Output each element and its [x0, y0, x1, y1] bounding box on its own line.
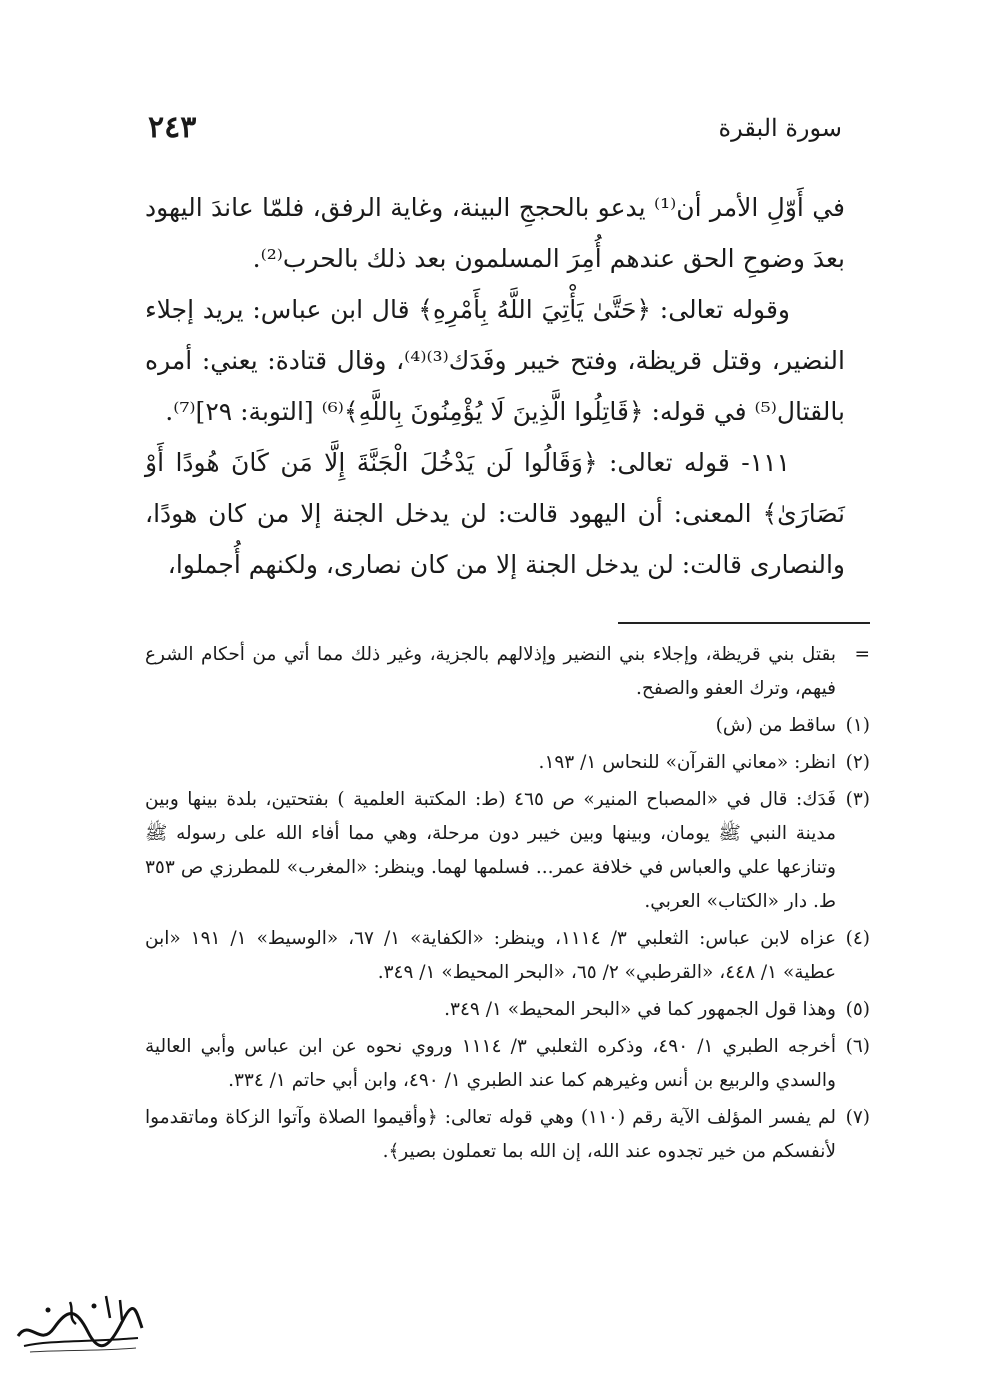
footnote	[145, 638, 870, 706]
footnote-number: (٤)	[845, 928, 870, 949]
running-title: سورة البقرة	[718, 114, 842, 142]
footnote-number: =	[854, 644, 870, 665]
main-text	[145, 182, 845, 590]
page-number: ٢٤٣	[148, 110, 197, 145]
paragraph: وقوله تعالى: ﴿حَتَّىٰ يَأْتِيَ اللَّهُ بِأَمْرِهِ﴾ قال ابن عباس: يريد إجلاء النضير، وقتل قريظة، وفتح خيبر وفَدَك⁽³⁾⁽⁴⁾، وقال قتادة: يعني: أمره بالقتال⁽⁵⁾ في قوله: ﴿قَاتِلُوا الَّذِينَ لَا يُؤْمِنُونَ بِاللَّهِ﴾⁽⁶⁾ [التوبة: ٢٩]⁽⁷⁾.	[145, 295, 845, 426]
footnote-text: أخرجه الطبري ١/ ٤٩٠، وذكره الثعلبي ٣/ ١١١٤ وروي نحوه عن ابن عباس وأبي العالية والسدي والربيع بن أنس وغيرهم كما عند الطبري ١/ ٤٩٠، وابن أبي حاتم ١/ ٣٣٤.	[145, 1036, 837, 1091]
footnote-number: (٧)	[845, 1107, 870, 1128]
paragraph: ١١١- قوله تعالى: ﴿وَقَالُوا لَن يَدْخُلَ الْجَنَّةَ إِلَّا مَن كَانَ هُودًا أَوْ نَصَارَىٰ﴾ المعنى: أن اليهود قالت: لن يدخل الجنة إلا من كان هودًا، والنصارى قالت: لن يدخل الجنة إلا من كان نصارى، ولكنهم أُجملوا،	[145, 448, 845, 579]
footnotes	[145, 638, 870, 1172]
footnote	[145, 993, 870, 1027]
footnote-separator	[618, 622, 870, 624]
footnote-number: (٥)	[845, 999, 870, 1020]
footnote-number: (٦)	[845, 1036, 870, 1057]
footnote	[145, 922, 870, 990]
footnote-text: ساقط من (ش)	[715, 715, 836, 736]
footnote	[145, 783, 870, 919]
page-header	[148, 112, 842, 152]
footnote-text: عزاه لابن عباس: الثعلبي ٣/ ١١١٤، وينظر: «الكفاية» ١/ ٦٧، «الوسيط» ١/ ١٩١ «ابن عطية» ١/ ٤٤٨، «القرطبي» ٢/ ٦٥، «البحر المحيط» ١/ ٣٤٩.	[145, 928, 836, 983]
footnote	[145, 1030, 870, 1098]
footnote-text: انظر: «معاني القرآن» للنحاس ١/ ١٩٣.	[538, 752, 836, 773]
footnote	[145, 746, 870, 780]
footnote-number: (١)	[845, 715, 870, 736]
footnote	[145, 709, 870, 743]
footnote-number: (٣)	[845, 789, 870, 810]
footnote-text: بقتل بني قريظة، وإجلاء بني النضير وإذلالهم بالجزية، وغير ذلك مما أتي من أحكام الشرع فيهم، وترك العفو والصفح.	[145, 644, 836, 699]
footnote-text: لم يفسر المؤلف الآية رقم (١١٠) وهي قوله تعالى: ﴿وأقيموا الصلاة وآتوا الزكاة وماتقدموا لأنفسكم من خير تجدوه عند الله، إن الله بما تعملون بصير﴾.	[145, 1107, 836, 1162]
publisher-logo	[10, 1288, 148, 1356]
footnote-text: وهذا قول الجمهور كما في «البحر المحيط» ١/ ٣٤٩.	[444, 999, 836, 1020]
footnote	[145, 1101, 870, 1169]
paragraph: في أَوّلِ الأمر أن⁽¹⁾ يدعو بالحججِ البينة، وغاية الرفق، فلمّا عاندَ اليهود بعدَ وضوحِ الحق عندهم أُمِرَ المسلمون بعد ذلك بالحرب⁽²⁾.	[145, 193, 845, 273]
footnote-number: (٢)	[845, 752, 870, 773]
footnote-text: فَدَك: قال في «المصباح المنير» ص ٤٦٥ (ط: المكتبة العلمية ) بفتحتين، بلدة بينها وبين مدينة النبي ﷺ يومان، وبينها وبين خيبر دون مرحلة، وهي مما أفاء الله على رسوله ﷺ وتنازعها علي والعباس في خلافة عمر... فسلمها لهما. وينظر: «المغرب» للمطرزي ص ٣٥٣ ط. دار «الكتاب» العربي.	[145, 789, 836, 912]
